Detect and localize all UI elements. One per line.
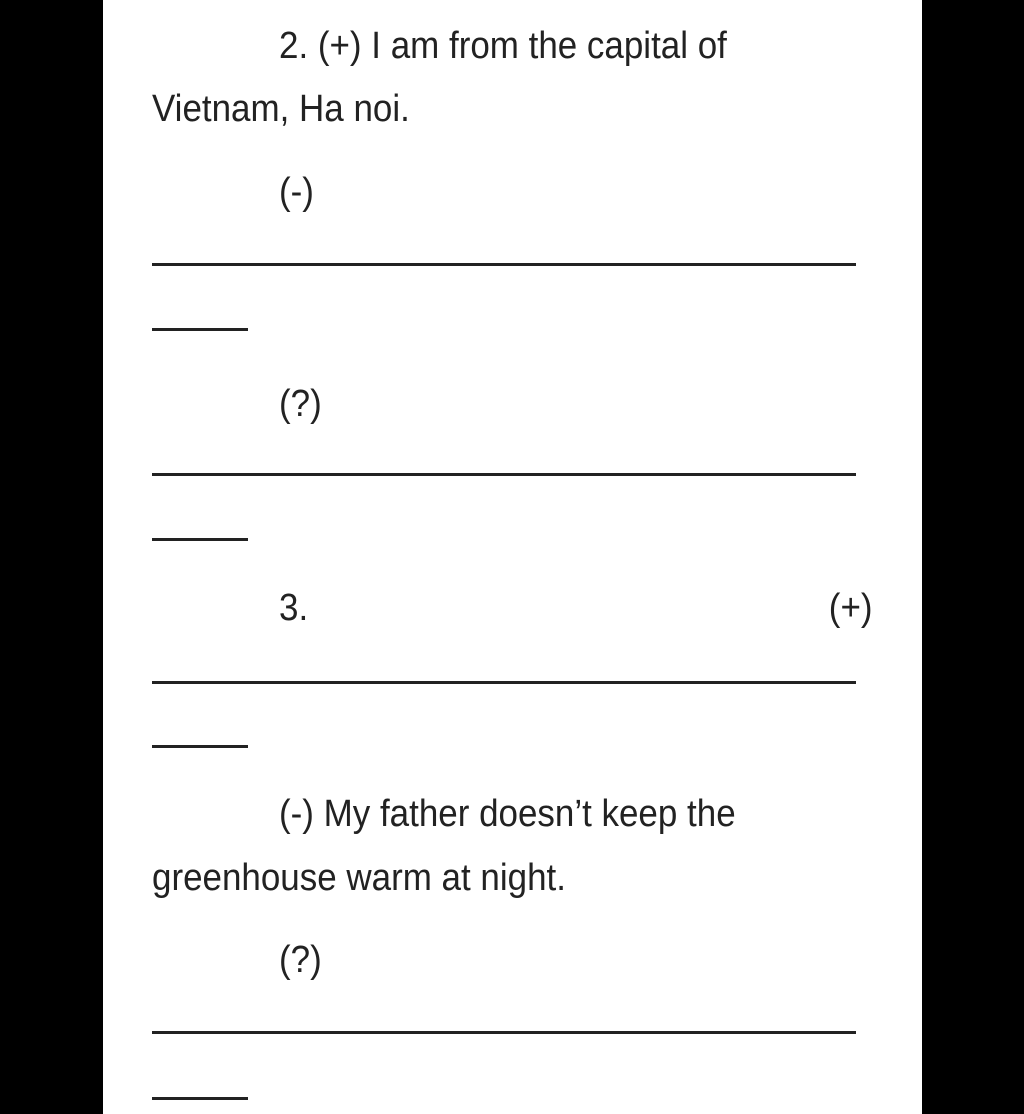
item2-question-label: (?)	[279, 383, 322, 425]
item2-question-answer-line	[152, 473, 856, 476]
item2-negative-label: (-)	[279, 171, 314, 213]
item2-prompt-line1: 2. (+) I am from the capital of	[279, 25, 727, 67]
item3-number: 3.	[279, 587, 309, 629]
item3-positive-answer-line	[152, 681, 856, 684]
worksheet-page	[103, 0, 922, 1114]
item2-question-answer-line-short	[152, 538, 248, 541]
item2-negative-answer-line-short	[152, 328, 248, 331]
item2-negative-answer-line	[152, 263, 856, 266]
item3-question-label: (?)	[279, 939, 322, 981]
item3-positive-answer-line-short	[152, 745, 248, 748]
item3-negative-line2: greenhouse warm at night.	[152, 857, 566, 899]
item3-positive-label: (+)	[828, 587, 872, 629]
item3-negative-line1: (-) My father doesn’t keep the	[279, 793, 736, 835]
item3-question-answer-line-short	[152, 1097, 248, 1100]
item2-prompt-line2: Vietnam, Ha noi.	[152, 88, 410, 130]
item3-question-answer-line	[152, 1031, 856, 1034]
